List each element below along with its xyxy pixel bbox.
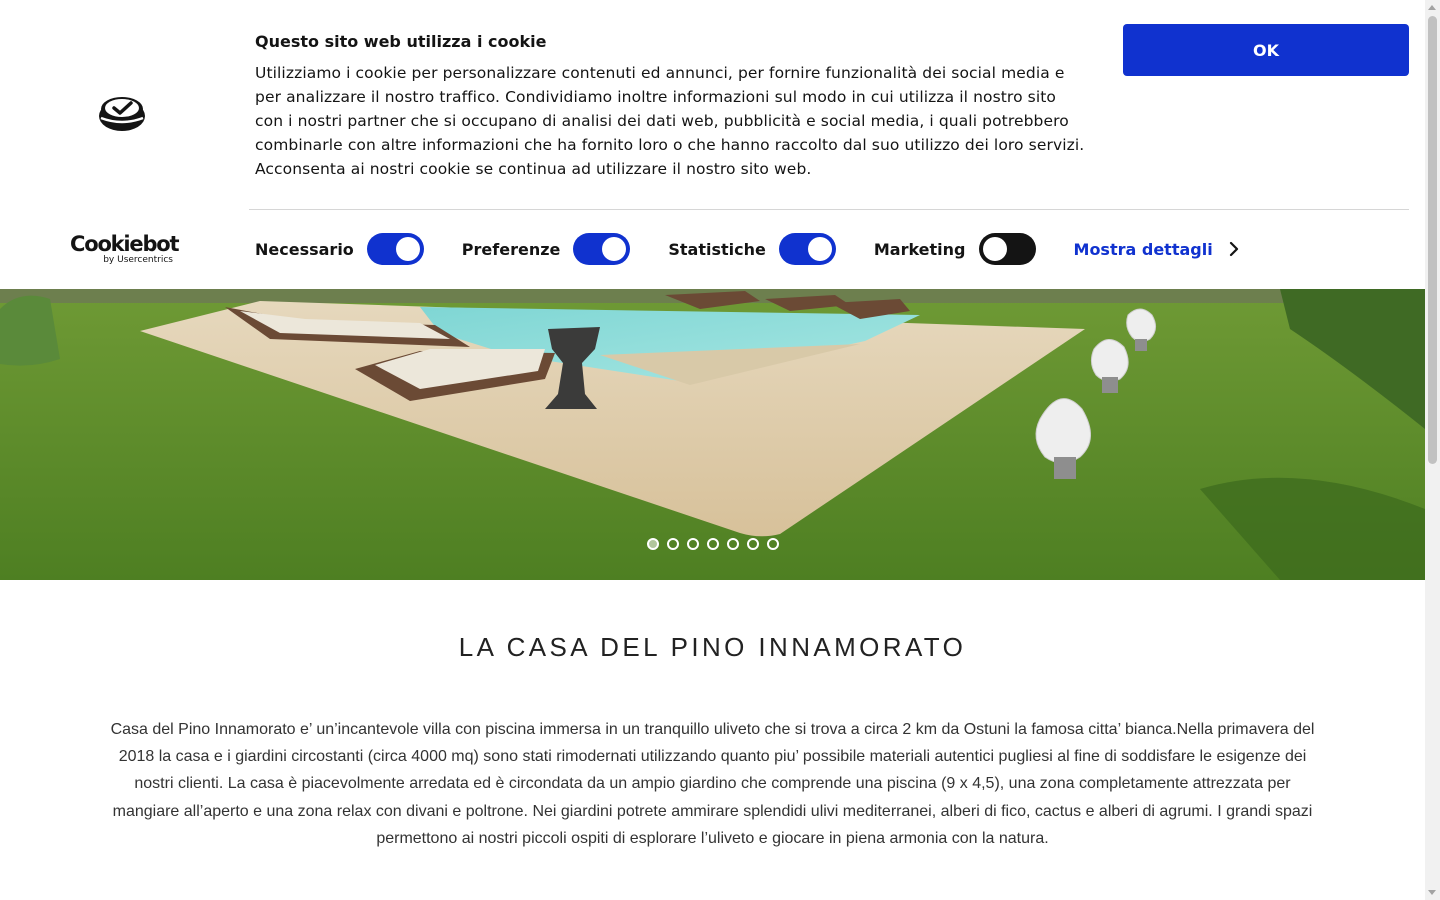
cookiebot-logo-icon [97,94,147,134]
show-details-link[interactable] [1074,240,1239,259]
slide-dot-6[interactable] [747,538,759,550]
chevron-right-icon [1229,241,1239,257]
cookiebot-brand[interactable] [70,233,180,265]
scroll-up-icon[interactable] [1428,5,1436,10]
slide-dot-2[interactable] [667,538,679,550]
slide-dot-7[interactable] [767,538,779,550]
consent-label: Statistiche [668,239,766,259]
toggle-knob [808,237,832,261]
consent-label: Preferenze [461,239,561,259]
hero-slider[interactable] [0,289,1425,580]
marketing-toggle[interactable] [979,233,1036,265]
consent-label: Marketing [873,239,966,259]
toggle-knob [396,237,420,261]
slider-pagination [0,538,1425,550]
ok-button[interactable]: OK [1123,24,1409,76]
cookiebot-byline: by Usercentrics [103,255,173,265]
statistics-toggle[interactable] [779,233,836,265]
cookie-description: Utilizziamo i cookie per personalizzare contenuti ed annunci, per fornire funzionalità dei social media e per analizzare il nostro traffico. Condividiamo inoltre informazioni sul modo in cui utilizza il nostro sito con i nostri partner che si occupano di analisi dei dati web, pubblicità e social media, i quali potrebbero combinarle con altre informazioni che ha fornito loro o che hanno raccolto dal suo utilizzo dei loro servizi. Acconsenta ai nostri cookie se continua ad utilizzare il nostro sito web. [255,64,1085,178]
scroll-down-icon[interactable] [1428,890,1436,895]
consent-statistics [668,233,835,265]
cookiebot-wordmark: Cookiebot [70,232,179,256]
slide-dot-3[interactable] [687,538,699,550]
cookie-title: Questo sito web utilizza i cookie [255,32,547,51]
page-title: LA CASA DEL PINO INNAMORATO [458,632,967,662]
consent-toggles [255,232,1239,266]
show-details-label: Mostra dettagli [1073,239,1213,259]
page-scrollbar[interactable] [1425,0,1440,900]
preferences-toggle[interactable] [573,233,630,265]
consent-necessary [255,233,424,265]
villa-description: Casa del Pino Innamorato e’ un’incantevole villa con piscina immersa in un tranquillo uliveto che si trova a circa 2 km da Ostuni la famosa citta’ bianca.Nella primavera del 2018 la casa e i giardini circostanti (circa 4000 mq) sono stati rimodernati utilizzando quanto piu’ possibile materiali autentici pugliesi al fine di soddisfare le esigenze dei nostri clienti. La casa è piacevolmente arredata ed è circondata da un ampio giardino che comprende una piscina (9 x 4,5), una zona completamente attrezzata per mangiare all’aperto e una zona relax con divani e poltrone. Nei giardini potrete ammirare splendidi ulivi mediterranei, alberi di fico, cactus e alberi di agrumi. I grandi spazi permettono ai nostri piccoli ospiti di esplorare l’uliveto e giocare in piena armonia con la natura. [110,721,1315,847]
scrollbar-thumb[interactable] [1428,16,1437,464]
necessary-toggle[interactable] [367,233,424,265]
slide-dot-5[interactable] [727,538,739,550]
slide-dot-4[interactable] [707,538,719,550]
consent-marketing [874,233,1036,265]
cookie-banner [0,0,1425,289]
consent-label: Necessario [255,239,354,259]
divider [249,209,1409,210]
consent-preferences [462,233,631,265]
toggle-knob [983,237,1007,261]
hero-image [0,289,1425,580]
slide-dot-1[interactable] [647,538,659,550]
toggle-knob [602,237,626,261]
